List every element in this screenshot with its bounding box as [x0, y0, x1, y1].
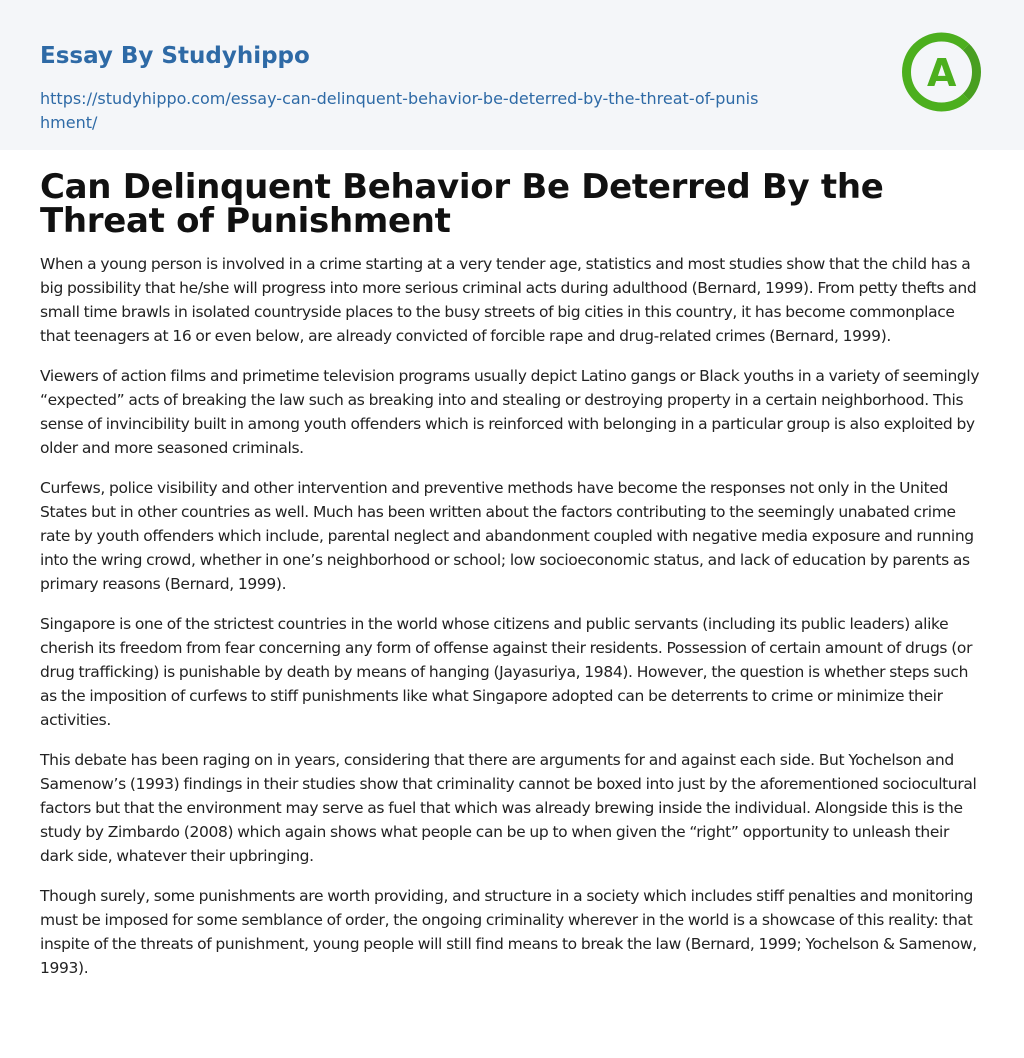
article-paragraph: When a young person is involved in a crime starting at a very tender age, statistics and most studies show that the child has a big possibility that he/she will progress into more serious criminal acts during adulthood (Bernard, 1999). From petty thefts and small time brawls in isolated countryside places to the busy streets of big cities in this country, it has become commonplace that teenagers at 16 or even below, are already convicted of forcible rape and drug-related crimes (Bernard, 1999).	[40, 255, 977, 345]
brand-title[interactable]: Essay By Studyhippo	[40, 43, 310, 69]
article	[0, 150, 1024, 980]
a-grade-logo-icon[interactable]	[900, 30, 984, 114]
logo-letter: A	[927, 51, 957, 95]
article-paragraph: This debate has been raging on in years, considering that there are arguments for and against each side. But Yochelson and Samenow’s (1993) findings in their studies show that criminality cannot be boxed into just by the aforementioned sociocultural factors but that the environment may serve as fuel that which was already brewing inside the individual. Alongside this is the study by Zimbardo (2008) which again shows what people can be up to when given the “right” opportunity to unleash their dark side, whatever their upbringing.	[40, 751, 977, 865]
article-paragraph: Viewers of action films and primetime television programs usually depict Latino gangs or Black youths in a variety of seemingly “expected” acts of breaking the law such as breaking into and stealing or destroying property in a certain neighborhood. This sense of invincibility built in among youth offenders which is reinforced with belonging in a particular group is also exploited by older and more seasoned criminals.	[40, 367, 980, 457]
article-paragraph: Singapore is one of the strictest countries in the world whose citizens and public servants (including its public leaders) alike cherish its freedom from fear concerning any form of offense against their residents. Possession of certain amount of drugs (or drug trafficking) is punishable by death by means of hanging (Jayasuriya, 1984). However, the question is whether steps such as the imposition of curfews to stiff punishments like what Singapore adopted can be deterrents to crime or minimize their activities.	[40, 615, 973, 729]
article-paragraph: Though surely, some punishments are worth providing, and structure in a society which includes stiff penalties and monitoring must be imposed for some semblance of order, the ongoing criminality wherever in the world is a showcase of this reality: that inspite of the threats of punishment, young people will still find means to break the law (Bernard, 1999; Yochelson & Samenow, 1993).	[40, 887, 977, 977]
source-url-link[interactable]: https://studyhippo.com/essay-can-delinquent-behavior-be-deterred-by-the-threat-of-punishment/	[40, 89, 759, 132]
article-title: Can Delinquent Behavior Be Deterred By the Threat of Punishment	[40, 167, 884, 241]
article-paragraph: Curfews, police visibility and other intervention and preventive methods have become the responses not only in the United States but in other countries as well. Much has been written about the factors contributing to the seemingly unabated crime rate by youth offenders which include, parental neglect and abandonment coupled with negative media exposure and running into the wring crowd, whether in one’s neighborhood or school; low socioeconomic status, and lack of education by parents as primary reasons (Bernard, 1999).	[40, 479, 974, 593]
site-header	[0, 0, 1024, 150]
